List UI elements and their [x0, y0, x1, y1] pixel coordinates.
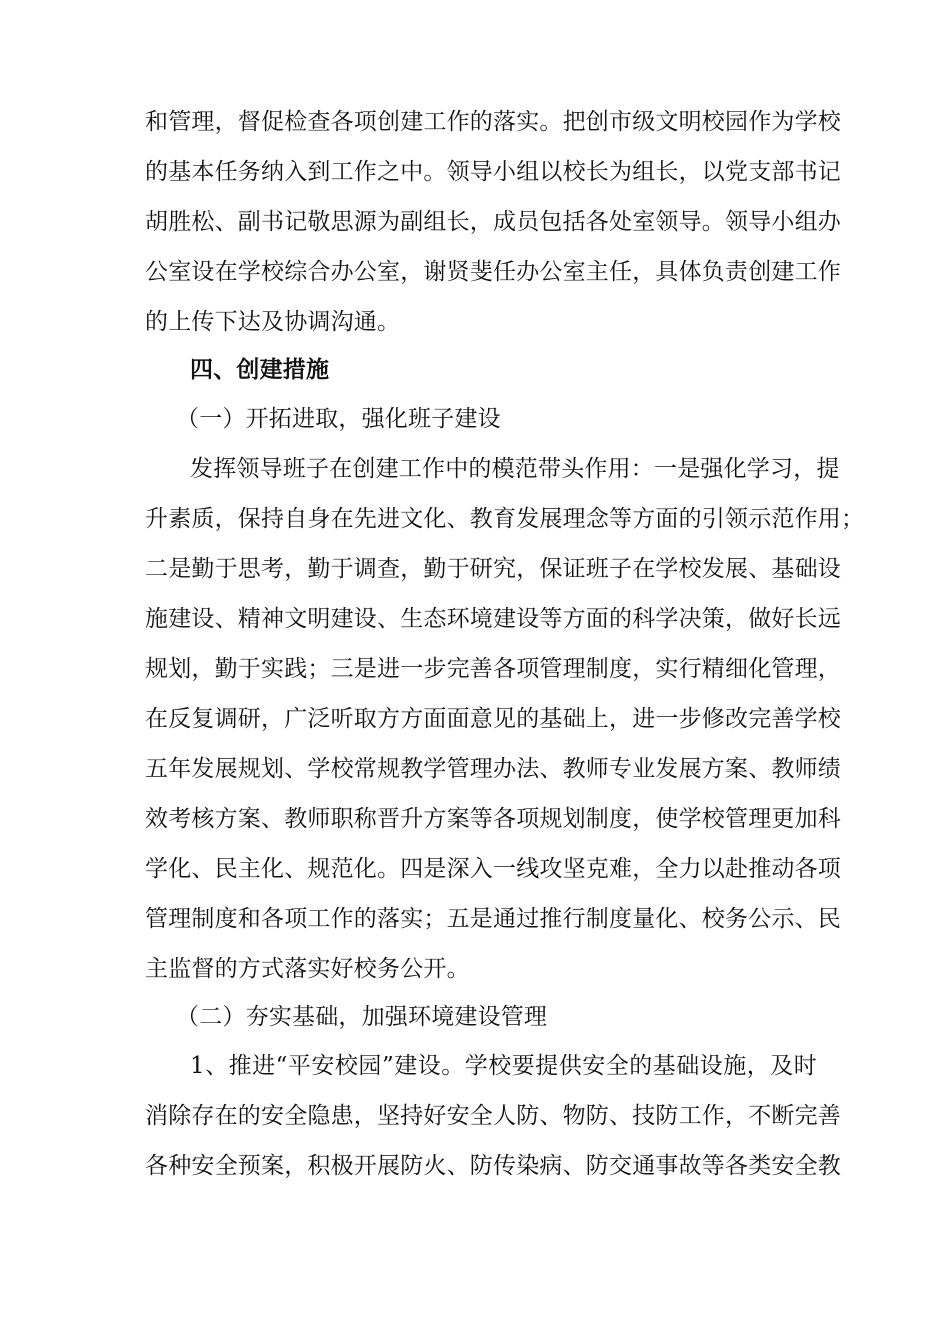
para2-line-6: 在反复调研，广泛听取方方面面意见的基础上，进一步修改完善学校 — [145, 706, 841, 732]
para1-line-4: 公室设在学校综合办公室，谢贤斐任办公室主任，具体负责创建工作 — [145, 259, 841, 285]
para3-line-2: 消除存在的安全隐患，坚持好安全人防、物防、技防工作，不断完善 — [145, 1103, 841, 1129]
para2-line-9: 学化、民主化、规范化。四是深入一线攻坚克难，全力以赴推动各项 — [145, 856, 841, 882]
para1-line-2: 的基本任务纳入到工作之中。领导小组以校长为组长，以党支部书记 — [145, 159, 841, 185]
section-heading: 四、创建措施 — [190, 356, 330, 383]
para1-line-3: 胡胜松、副书记敬思源为副组长，成员包括各处室领导。领导小组办 — [145, 209, 841, 235]
para2-line-7: 五年发展规划、学校常规教学管理办法、教师专业发展方案、教师绩 — [145, 756, 841, 782]
para2-line-1: 发挥领导班子在创建工作中的模范带头作用：一是强化学习，提 — [190, 456, 840, 482]
para1-line-1: 和管理，督促检查各项创建工作的落实。把创市级文明校园作为学校 — [145, 109, 841, 135]
para2-line-3: 二是勤于思考，勤于调查，勤于研究，保证班子在学校发展、基础设 — [145, 556, 841, 582]
para2-line-8: 效考核方案、教师职称晋升方案等各项规划制度，使学校管理更加科 — [145, 806, 841, 832]
para2-line-10: 管理制度和各项工作的落实；五是通过推行制度量化、校务公示、民 — [145, 906, 841, 932]
para2-line-4: 施建设、精神文明建设、生态环境建设等方面的科学决策，做好长远 — [145, 606, 841, 632]
para1-line-5: 的上传下达及协调沟通。 — [145, 309, 401, 335]
subheading-1: （一）开拓进取，强化班子建设 — [176, 406, 501, 432]
para2-line-11: 主监督的方式落实好校务公开。 — [145, 956, 470, 982]
para3-line-1: 1、推进“平安校园”建设。学校要提供安全的基础设施，及时 — [190, 1053, 817, 1079]
para3-line-3: 各种安全预案，积极开展防火、防传染病、防交通事故等各类安全教 — [145, 1153, 841, 1179]
para2-line-2: 升素质，保持自身在先进文化、教育发展理念等方面的引领示范作用； — [145, 506, 865, 532]
para2-line-5: 规划，勤于实践；三是进一步完善各项管理制度，实行精细化管理， — [145, 656, 841, 682]
subheading-2: （二）夯实基础，加强环境建设管理 — [176, 1004, 548, 1030]
